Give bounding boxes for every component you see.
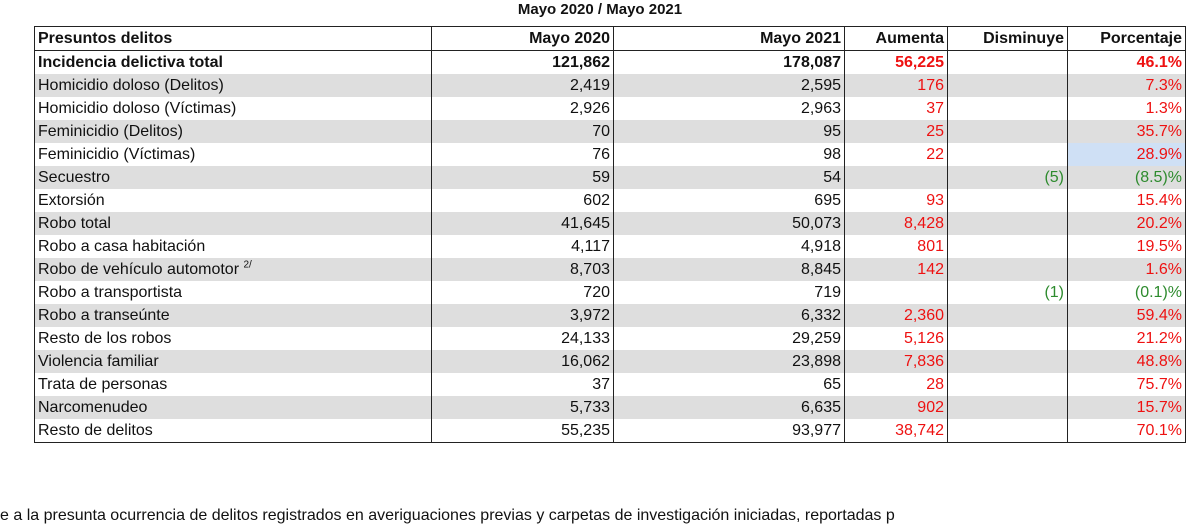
cell-disminuye [948,120,1068,143]
cell-porcentaje: 21.2% [1068,327,1186,350]
cell-aumenta: 22 [845,143,948,166]
row-label: Feminicidio (Víctimas) [35,143,432,166]
cell-mayo-2020: 2,926 [432,97,614,120]
cell-disminuye [948,396,1068,419]
header-disminuye: Disminuye [948,27,1068,51]
cell-disminuye [948,350,1068,373]
cell-aumenta: 176 [845,74,948,97]
row-label: Extorsión [35,189,432,212]
cell-porcentaje: 75.7% [1068,373,1186,396]
table-row [35,373,1186,396]
table-row [35,212,1186,235]
cell-mayo-2021: 6,332 [614,304,845,327]
cell-mayo-2021: 695 [614,189,845,212]
header-mayo-2021: Mayo 2021 [614,27,845,51]
row-label: Robo total [35,212,432,235]
table-body [35,51,1186,443]
table-row [35,51,1186,75]
cell-mayo-2021: 54 [614,166,845,189]
cell-porcentaje: 1.6% [1068,258,1186,281]
cell-disminuye [948,74,1068,97]
cell-porcentaje: 15.4% [1068,189,1186,212]
row-label: Robo a transeúnte [35,304,432,327]
cell-mayo-2020: 59 [432,166,614,189]
cell-mayo-2021: 65 [614,373,845,396]
cell-disminuye [948,51,1068,75]
table-row [35,396,1186,419]
table-row [35,419,1186,443]
crime-incidence-table [34,26,1186,443]
cell-mayo-2021: 8,845 [614,258,845,281]
cell-aumenta [845,166,948,189]
cell-mayo-2020: 70 [432,120,614,143]
table-row [35,74,1186,97]
cell-porcentaje: 59.4% [1068,304,1186,327]
row-label: Feminicidio (Delitos) [35,120,432,143]
row-label: Homicidio doloso (Delitos) [35,74,432,97]
table-row [35,327,1186,350]
cell-mayo-2020: 41,645 [432,212,614,235]
cell-mayo-2020: 76 [432,143,614,166]
cell-aumenta: 28 [845,373,948,396]
row-label: Incidencia delictiva total [35,51,432,75]
row-label: Resto de los robos [35,327,432,350]
row-label: Trata de personas [35,373,432,396]
cell-mayo-2020: 5,733 [432,396,614,419]
cell-porcentaje: 7.3% [1068,74,1186,97]
row-label-text: Robo de vehículo automotor [38,261,240,278]
table-row [35,97,1186,120]
cell-mayo-2020: 3,972 [432,304,614,327]
table-row [35,143,1186,166]
footnote-text: e a la presunta ocurrencia de delitos registrados en averiguaciones previas y carpetas de investigación iniciadas, reportadas p [0,507,895,524]
cell-aumenta: 801 [845,235,948,258]
cell-aumenta: 56,225 [845,51,948,75]
cell-aumenta: 25 [845,120,948,143]
cell-aumenta: 7,836 [845,350,948,373]
cell-mayo-2020: 602 [432,189,614,212]
cell-mayo-2021: 95 [614,120,845,143]
cell-aumenta: 8,428 [845,212,948,235]
cell-porcentaje: (0.1)% [1068,281,1186,304]
cell-aumenta: 2,360 [845,304,948,327]
cell-aumenta: 93 [845,189,948,212]
table-row [35,166,1186,189]
header-porcentaje: Porcentaje [1068,27,1186,51]
cell-disminuye: (1) [948,281,1068,304]
cell-disminuye [948,97,1068,120]
cell-mayo-2021: 29,259 [614,327,845,350]
cell-mayo-2020: 2,419 [432,74,614,97]
cell-mayo-2020: 121,862 [432,51,614,75]
row-label: Homicidio doloso (Víctimas) [35,97,432,120]
row-label: Secuestro [35,166,432,189]
cell-disminuye: (5) [948,166,1068,189]
cell-aumenta: 902 [845,396,948,419]
cell-mayo-2021: 93,977 [614,419,845,443]
row-label: Resto de delitos [35,419,432,443]
footnote-marker: 2/ [243,259,252,271]
cell-mayo-2021: 2,963 [614,97,845,120]
cell-porcentaje: 15.7% [1068,396,1186,419]
cell-porcentaje: 1.3% [1068,97,1186,120]
cell-mayo-2021: 178,087 [614,51,845,75]
cell-disminuye [948,373,1068,396]
cell-porcentaje: 70.1% [1068,419,1186,443]
table-row [35,120,1186,143]
row-label: Robo a transportista [35,281,432,304]
row-label: Narcomenudeo [35,396,432,419]
cell-aumenta: 142 [845,258,948,281]
cell-aumenta: 5,126 [845,327,948,350]
header-mayo-2020: Mayo 2020 [432,27,614,51]
cell-porcentaje: 20.2% [1068,212,1186,235]
cell-porcentaje: 46.1% [1068,51,1186,75]
header-presuntos-delitos: Presuntos delitos [35,27,432,51]
table-row [35,304,1186,327]
table-row [35,189,1186,212]
cell-mayo-2020: 24,133 [432,327,614,350]
header-aumenta: Aumenta [845,27,948,51]
cell-mayo-2020: 8,703 [432,258,614,281]
cell-mayo-2020: 37 [432,373,614,396]
row-label: Violencia familiar [35,350,432,373]
cell-disminuye [948,419,1068,443]
cell-mayo-2021: 2,595 [614,74,845,97]
table-caption: Mayo 2020 / Mayo 2021 [517,1,683,18]
cell-mayo-2021: 4,918 [614,235,845,258]
table-row [35,258,1186,281]
cell-porcentaje: 19.5% [1068,235,1186,258]
table-row [35,350,1186,373]
cell-disminuye [948,212,1068,235]
cell-aumenta: 37 [845,97,948,120]
table-row [35,235,1186,258]
header-row [35,27,1186,51]
cell-mayo-2020: 4,117 [432,235,614,258]
cell-aumenta [845,281,948,304]
table-row [35,281,1186,304]
cell-disminuye [948,327,1068,350]
row-label [35,258,432,281]
cell-porcentaje: 48.8% [1068,350,1186,373]
cell-mayo-2021: 6,635 [614,396,845,419]
cell-mayo-2021: 719 [614,281,845,304]
cell-disminuye [948,189,1068,212]
cell-mayo-2021: 50,073 [614,212,845,235]
cell-mayo-2021: 23,898 [614,350,845,373]
cell-disminuye [948,143,1068,166]
cell-mayo-2020: 720 [432,281,614,304]
row-label: Robo a casa habitación [35,235,432,258]
cell-porcentaje: 28.9% [1068,143,1186,166]
cell-porcentaje: 35.7% [1068,120,1186,143]
cell-aumenta: 38,742 [845,419,948,443]
cell-mayo-2021: 98 [614,143,845,166]
cell-porcentaje: (8.5)% [1068,166,1186,189]
cell-disminuye [948,235,1068,258]
cell-disminuye [948,304,1068,327]
cell-mayo-2020: 16,062 [432,350,614,373]
cell-mayo-2020: 55,235 [432,419,614,443]
cell-disminuye [948,258,1068,281]
